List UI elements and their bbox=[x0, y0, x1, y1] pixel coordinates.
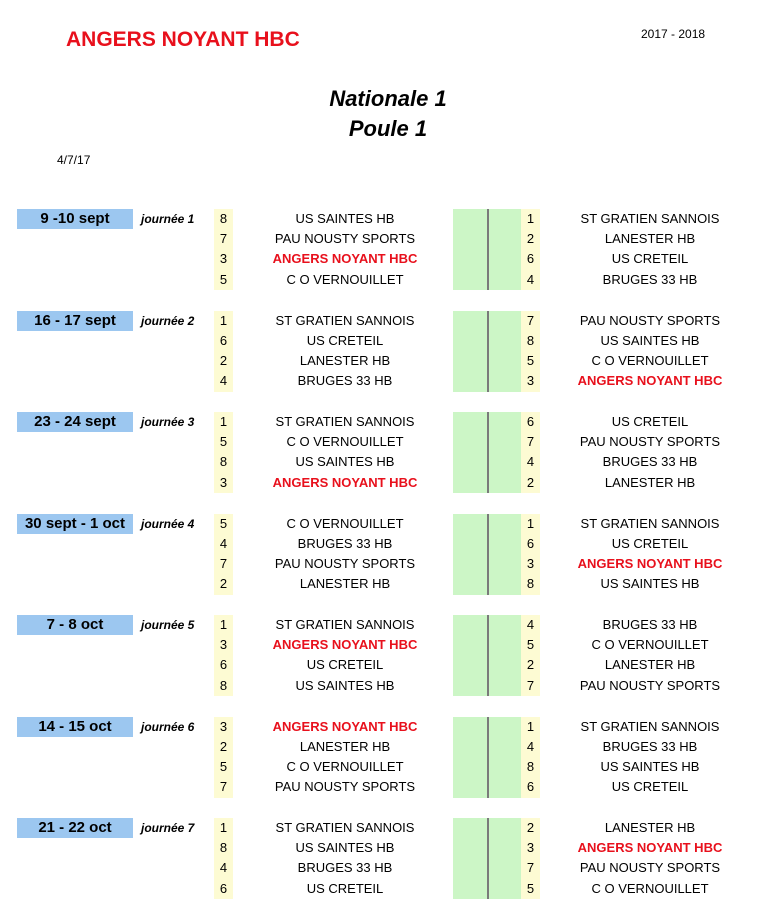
round bbox=[0, 717, 776, 801]
away-team: LANESTER HB bbox=[604, 820, 696, 835]
home-number: 5 bbox=[219, 271, 228, 287]
round-journee: journée 4 bbox=[141, 516, 195, 531]
home-number: 3 bbox=[219, 474, 228, 490]
away-number: 4 bbox=[526, 738, 535, 754]
match-row bbox=[0, 412, 776, 432]
away-number: 5 bbox=[526, 352, 535, 368]
away-number: 1 bbox=[526, 515, 535, 531]
away-number: 5 bbox=[526, 880, 535, 896]
home-team: BRUGES 33 HB bbox=[297, 535, 393, 551]
away-team: LANESTER HB bbox=[604, 474, 696, 490]
home-number: 2 bbox=[219, 576, 228, 592]
match-row bbox=[0, 554, 776, 574]
match-row bbox=[0, 635, 776, 655]
match-row bbox=[0, 473, 776, 493]
home-number: 4 bbox=[219, 373, 228, 389]
home-team: ST GRATIEN SANNOIS bbox=[275, 414, 415, 429]
home-number: 2 bbox=[219, 352, 228, 368]
away-team: BRUGES 33 HB bbox=[602, 271, 698, 287]
home-team: US SAINTES HB bbox=[295, 677, 395, 693]
home-team: LANESTER HB bbox=[299, 352, 391, 368]
home-number: 2 bbox=[219, 738, 228, 754]
match-row bbox=[0, 858, 776, 878]
home-number: 5 bbox=[219, 434, 228, 450]
home-team: PAU NOUSTY SPORTS bbox=[274, 231, 416, 247]
away-team: US SAINTES HB bbox=[600, 576, 700, 592]
away-team: ANGERS NOYANT HBC bbox=[577, 840, 723, 856]
away-team: BRUGES 33 HB bbox=[602, 454, 698, 470]
away-team: ANGERS NOYANT HBC bbox=[577, 555, 723, 571]
away-team: US SAINTES HB bbox=[600, 332, 700, 348]
match-row bbox=[0, 209, 776, 229]
away-team: ST GRATIEN SANNOIS bbox=[580, 718, 720, 734]
away-team: US CRETEIL bbox=[611, 535, 689, 551]
home-team: PAU NOUSTY SPORTS bbox=[274, 779, 416, 795]
away-team: ST GRATIEN SANNOIS bbox=[580, 211, 720, 226]
home-team: C O VERNOUILLET bbox=[286, 271, 404, 287]
round-dates: 16 - 17 sept bbox=[17, 311, 133, 331]
home-number: 5 bbox=[219, 515, 228, 531]
home-number: 3 bbox=[219, 251, 228, 267]
home-team: ANGERS NOYANT HBC bbox=[272, 251, 418, 267]
home-team: C O VERNOUILLET bbox=[286, 434, 404, 450]
home-number: 8 bbox=[219, 677, 228, 693]
home-number: 5 bbox=[219, 758, 228, 774]
away-team: PAU NOUSTY SPORTS bbox=[579, 860, 721, 876]
home-number: 1 bbox=[219, 312, 228, 328]
home-number: 4 bbox=[219, 860, 228, 876]
home-team: ST GRATIEN SANNOIS bbox=[275, 820, 415, 835]
away-team: BRUGES 33 HB bbox=[602, 738, 698, 754]
away-number: 8 bbox=[526, 332, 535, 348]
home-number: 7 bbox=[219, 555, 228, 571]
home-team: LANESTER HB bbox=[299, 738, 391, 754]
round-journee: journée 2 bbox=[141, 313, 195, 328]
match-row bbox=[0, 757, 776, 777]
season: 2017 - 2018 bbox=[641, 27, 706, 41]
match-row bbox=[0, 777, 776, 797]
away-number: 6 bbox=[526, 535, 535, 551]
home-number: 8 bbox=[219, 211, 228, 226]
away-number: 2 bbox=[526, 231, 535, 247]
home-number: 3 bbox=[219, 718, 228, 734]
round-dates: 7 - 8 oct bbox=[17, 615, 133, 635]
home-number: 7 bbox=[219, 231, 228, 247]
home-number: 8 bbox=[219, 840, 228, 856]
match-row bbox=[0, 249, 776, 269]
away-team: C O VERNOUILLET bbox=[591, 637, 709, 653]
away-team: LANESTER HB bbox=[604, 657, 696, 673]
round-dates: 14 - 15 oct bbox=[17, 717, 133, 737]
away-number: 3 bbox=[526, 373, 535, 389]
away-team: PAU NOUSTY SPORTS bbox=[579, 312, 721, 328]
round-journee: journée 7 bbox=[141, 821, 195, 835]
home-number: 4 bbox=[219, 535, 228, 551]
match-row bbox=[0, 534, 776, 554]
match-row bbox=[0, 574, 776, 594]
away-team: PAU NOUSTY SPORTS bbox=[579, 434, 721, 450]
round bbox=[0, 615, 776, 699]
league-name: Nationale 1 bbox=[329, 86, 447, 111]
home-team: US SAINTES HB bbox=[295, 454, 395, 470]
round-journee: journée 6 bbox=[141, 719, 195, 734]
round bbox=[0, 311, 776, 395]
away-number: 5 bbox=[526, 637, 535, 653]
away-number: 7 bbox=[526, 434, 535, 450]
away-number: 6 bbox=[526, 779, 535, 795]
match-row bbox=[0, 838, 776, 858]
match-row bbox=[0, 514, 776, 534]
away-number: 3 bbox=[526, 555, 535, 571]
away-team: PAU NOUSTY SPORTS bbox=[579, 677, 721, 693]
home-team: US SAINTES HB bbox=[295, 211, 395, 226]
away-team: C O VERNOUILLET bbox=[591, 880, 709, 896]
round-journee: journée 5 bbox=[141, 618, 195, 632]
home-number: 1 bbox=[219, 414, 228, 429]
home-team: C O VERNOUILLET bbox=[286, 758, 404, 774]
home-team: US CRETEIL bbox=[306, 332, 384, 348]
round-journee: journée 1 bbox=[141, 212, 195, 226]
away-number: 8 bbox=[526, 758, 535, 774]
home-team: ST GRATIEN SANNOIS bbox=[275, 617, 415, 632]
round bbox=[0, 412, 776, 496]
away-team: US SAINTES HB bbox=[600, 758, 700, 774]
away-number: 4 bbox=[526, 271, 535, 287]
away-number: 4 bbox=[526, 617, 535, 632]
home-number: 8 bbox=[219, 454, 228, 470]
away-number: 7 bbox=[526, 677, 535, 693]
round-dates: 9 -10 sept bbox=[17, 209, 133, 229]
round bbox=[0, 818, 776, 902]
away-number: 7 bbox=[526, 312, 535, 328]
away-team: ST GRATIEN SANNOIS bbox=[580, 515, 720, 531]
league-pool: Poule 1 bbox=[348, 116, 428, 141]
home-number: 7 bbox=[219, 779, 228, 795]
match-row bbox=[0, 452, 776, 472]
away-number: 2 bbox=[526, 820, 535, 835]
round-journee: journée 3 bbox=[141, 415, 195, 429]
match-row bbox=[0, 331, 776, 351]
home-number: 1 bbox=[219, 820, 228, 835]
away-team: C O VERNOUILLET bbox=[591, 352, 709, 368]
away-number: 7 bbox=[526, 860, 535, 876]
home-number: 6 bbox=[219, 332, 228, 348]
match-row bbox=[0, 717, 776, 737]
home-team: LANESTER HB bbox=[299, 576, 391, 592]
home-team: ANGERS NOYANT HBC bbox=[272, 474, 418, 490]
home-team: ANGERS NOYANT HBC bbox=[272, 637, 418, 653]
home-number: 1 bbox=[219, 617, 228, 632]
home-team: US CRETEIL bbox=[306, 880, 384, 896]
away-number: 1 bbox=[526, 211, 535, 226]
away-number: 6 bbox=[526, 414, 535, 429]
away-team: BRUGES 33 HB bbox=[602, 617, 698, 632]
round bbox=[0, 514, 776, 598]
match-row bbox=[0, 615, 776, 635]
match-row bbox=[0, 229, 776, 249]
match-row bbox=[0, 818, 776, 838]
away-number: 8 bbox=[526, 576, 535, 592]
match-row bbox=[0, 371, 776, 391]
home-team: ANGERS NOYANT HBC bbox=[272, 718, 418, 734]
away-team: LANESTER HB bbox=[604, 231, 696, 247]
match-row bbox=[0, 676, 776, 696]
match-row bbox=[0, 655, 776, 675]
round-dates: 30 sept - 1 oct bbox=[17, 514, 133, 534]
home-team: PAU NOUSTY SPORTS bbox=[274, 555, 416, 571]
home-number: 6 bbox=[219, 657, 228, 673]
home-team: BRUGES 33 HB bbox=[297, 860, 393, 876]
match-row bbox=[0, 270, 776, 290]
match-row bbox=[0, 737, 776, 757]
away-number: 2 bbox=[526, 474, 535, 490]
away-number: 3 bbox=[526, 840, 535, 856]
away-team: US CRETEIL bbox=[611, 779, 689, 795]
away-number: 6 bbox=[526, 251, 535, 267]
round-dates: 21 - 22 oct bbox=[17, 818, 133, 838]
away-team: US CRETEIL bbox=[611, 251, 689, 267]
away-team: ANGERS NOYANT HBC bbox=[577, 373, 723, 389]
document-date: 4/7/17 bbox=[57, 153, 91, 167]
home-number: 6 bbox=[219, 880, 228, 896]
round-dates: 23 - 24 sept bbox=[17, 412, 133, 432]
home-team: ST GRATIEN SANNOIS bbox=[275, 312, 415, 328]
match-row bbox=[0, 879, 776, 899]
match-row bbox=[0, 351, 776, 371]
home-number: 3 bbox=[219, 637, 228, 653]
match-row bbox=[0, 432, 776, 452]
match-row bbox=[0, 311, 776, 331]
home-team: C O VERNOUILLET bbox=[286, 515, 404, 531]
away-number: 4 bbox=[526, 454, 535, 470]
club-title: ANGERS NOYANT HBC bbox=[66, 28, 300, 51]
home-team: US SAINTES HB bbox=[295, 840, 395, 856]
home-team: BRUGES 33 HB bbox=[297, 373, 393, 389]
round bbox=[0, 209, 776, 293]
away-team: US CRETEIL bbox=[611, 414, 689, 429]
away-number: 2 bbox=[526, 657, 535, 673]
home-team: US CRETEIL bbox=[306, 657, 384, 673]
away-number: 1 bbox=[526, 718, 535, 734]
